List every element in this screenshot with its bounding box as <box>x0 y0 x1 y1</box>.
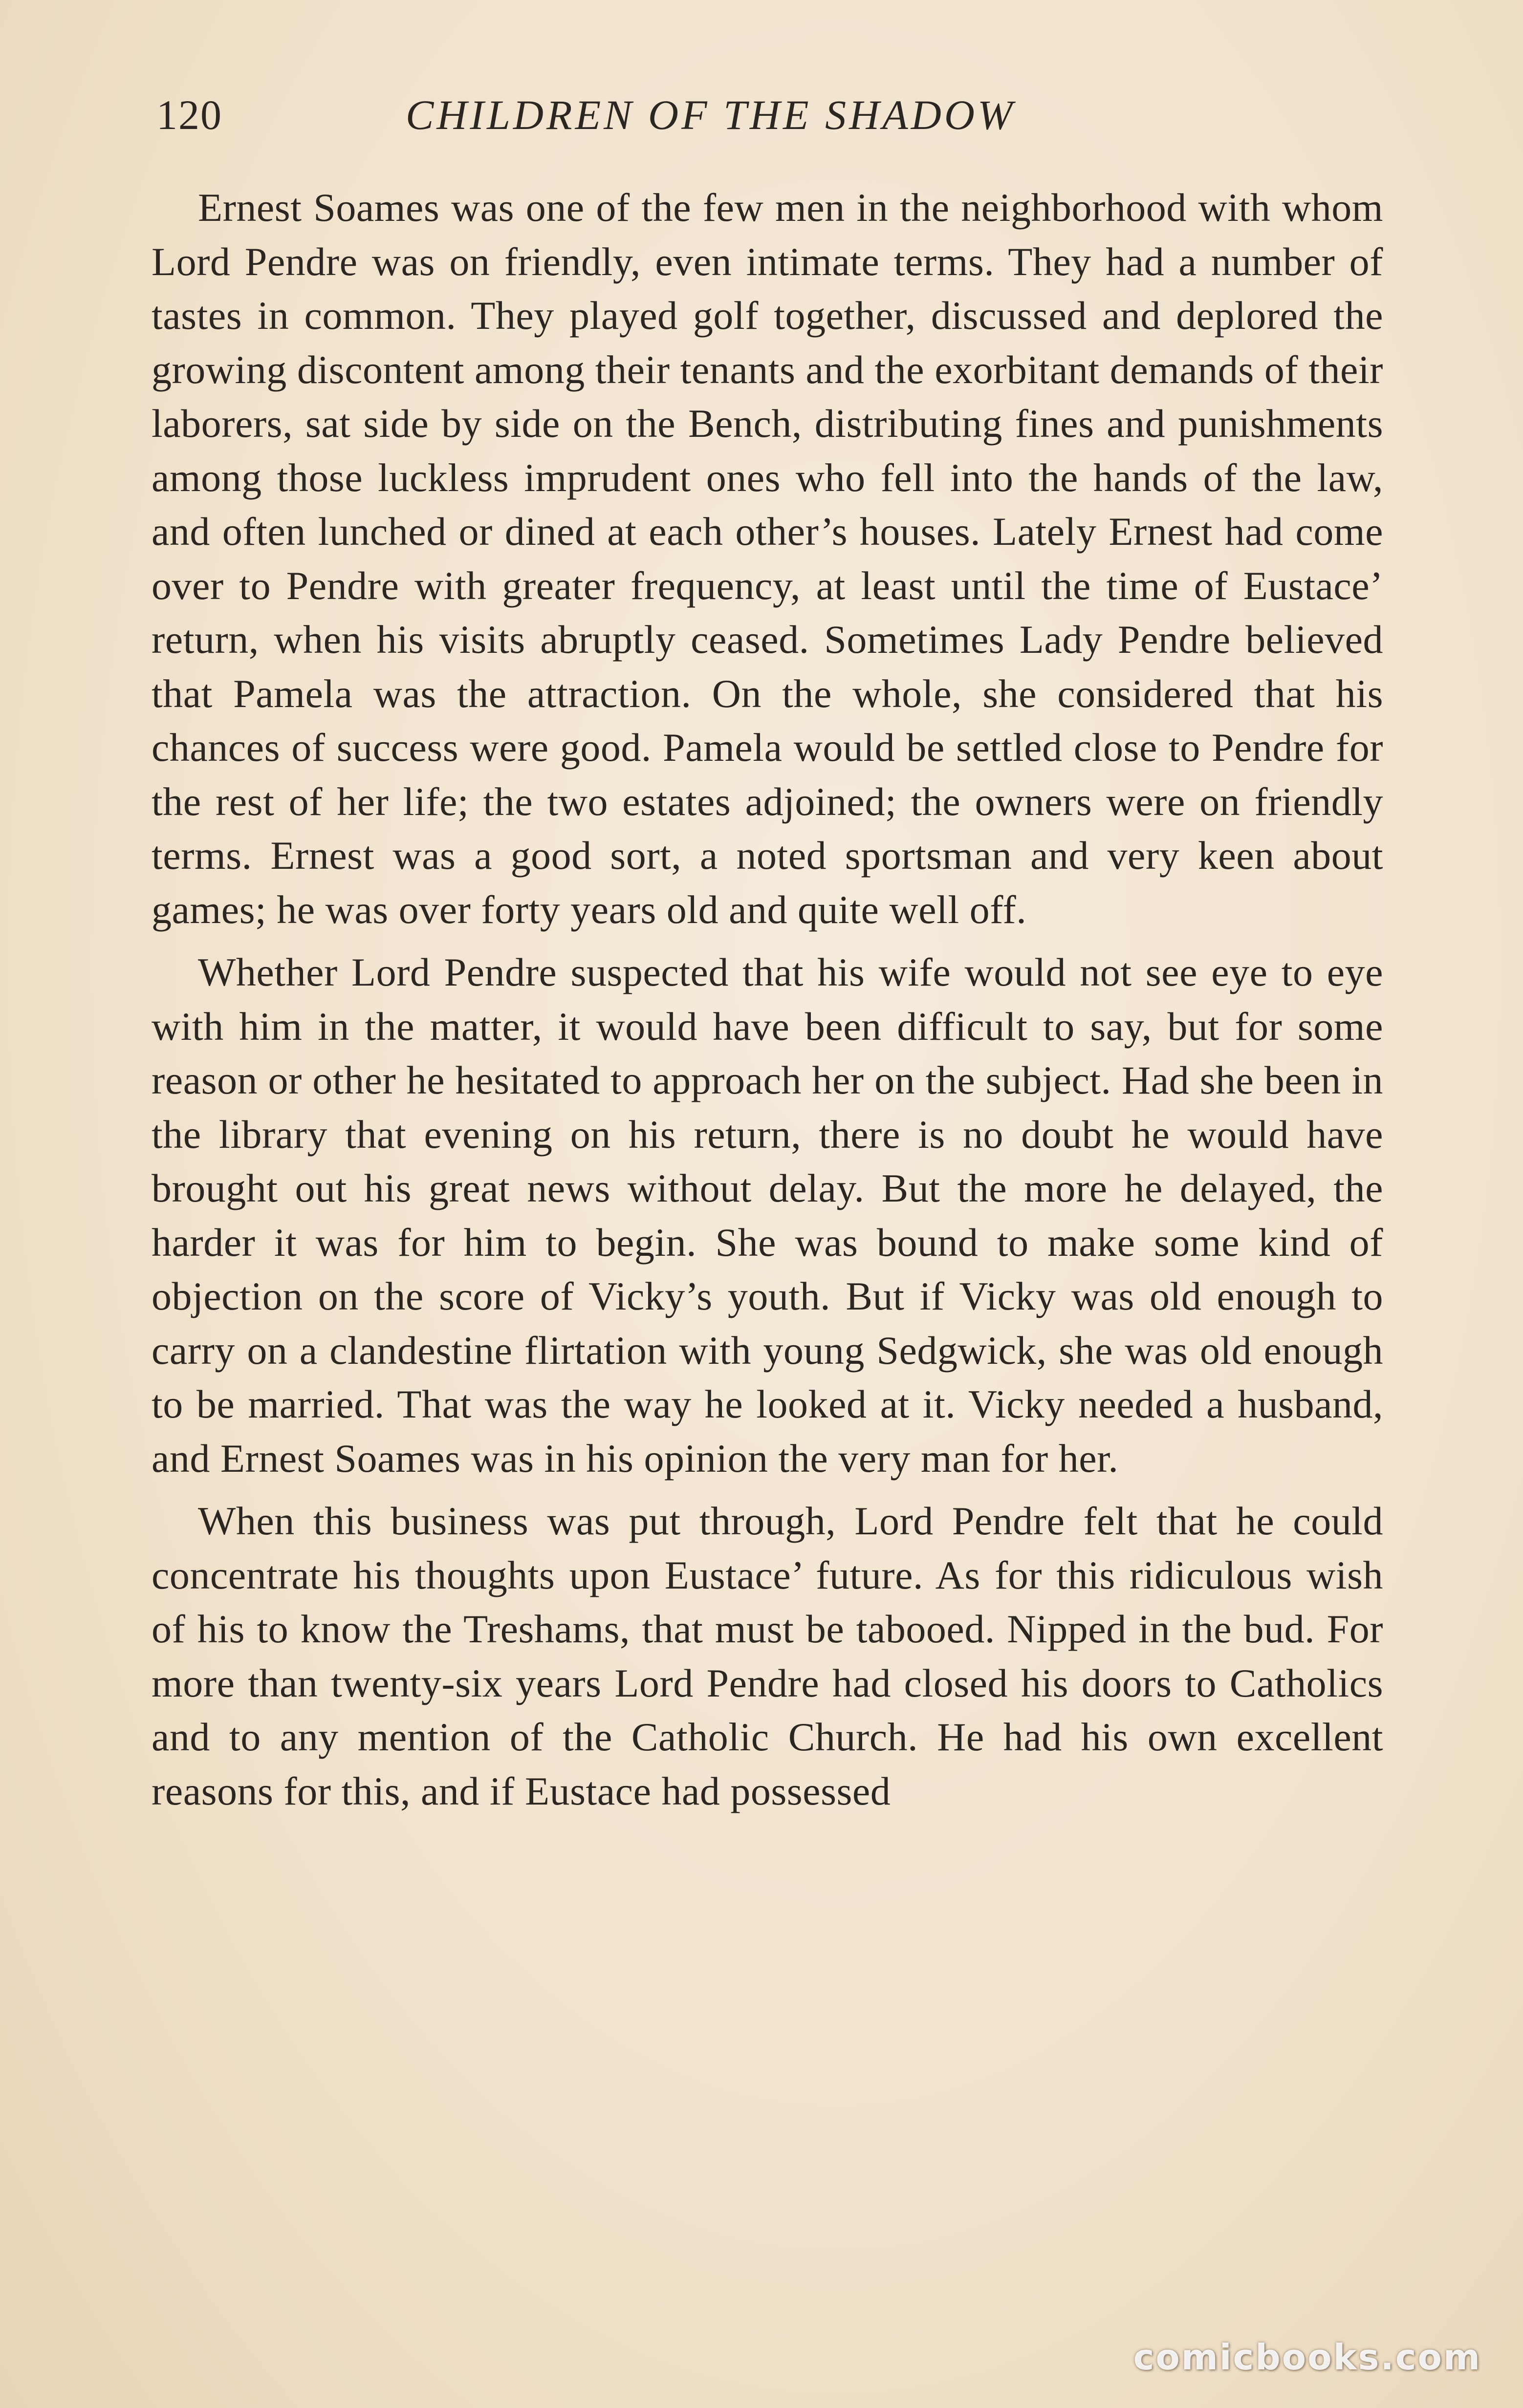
page-header <box>156 90 1388 159</box>
page-number: 120 <box>156 91 222 138</box>
running-title: CHILDREN OF THE SHADOW <box>406 91 1016 138</box>
body-text <box>152 181 1383 1818</box>
paragraph: When this business was put through, Lord Pendre felt that he could concentrate his thoughts upon Eustace’ future. As for this ridiculous wish of his to know the Treshams, that must be tabooed. Nipped in the bud. For more than twenty-six years Lord Pendre had closed his doors to Catholics and to any mention of the Catholic Church. He had his own excellent reasons for this, and if Eustace had possessed <box>152 1499 1383 1813</box>
watermark: comicbooks.com <box>1133 2337 1481 2378</box>
paragraph: Ernest Soames was one of the few men in the neighborhood with whom Lord Pendre was on friendly, even intimate terms. They had a number of tastes in common. They played golf together, discussed and deplored the growing discontent among their tenants and the exorbitant demands of their laborers, sat side by side on the Bench, distributing fines and punishments among those luckless imprudent ones who fell into the hands of the law, and often lunched or dined at each other’s houses. Lately Ernest had come over to Pendre with greater frequency, at least until the time of Eustace’ return, when his visits abruptly ceased. Sometimes Lady Pendre believed that Pamela was the attraction. On the whole, she considered that his chances of success were good. Pamela would be settled close to Pendre for the rest of her life; the two estates adjoined; the owners were on friendly terms. Ernest was a good sort, a noted sportsman and very keen about games; he was over forty years old and quite well off. <box>152 185 1383 932</box>
paragraph: Whether Lord Pendre suspected that his wife would not see eye to eye with him in the matter, it would have been difficult to say, but for some reason or other he hesitated to approach her on the subject. Had she been in the library that evening on his return, there is no doubt he would have brought out his great news without delay. But the more he delayed, the harder it was for him to begin. She was bound to make some kind of objection on the score of Vicky’s youth. But if Vicky was old enough to carry on a clandestine flirtation with young Sedgwick, she was old enough to be married. That was the way he looked at it. Vicky needed a husband, and Ernest Soames was in his opinion the very man for her. <box>152 950 1383 1481</box>
